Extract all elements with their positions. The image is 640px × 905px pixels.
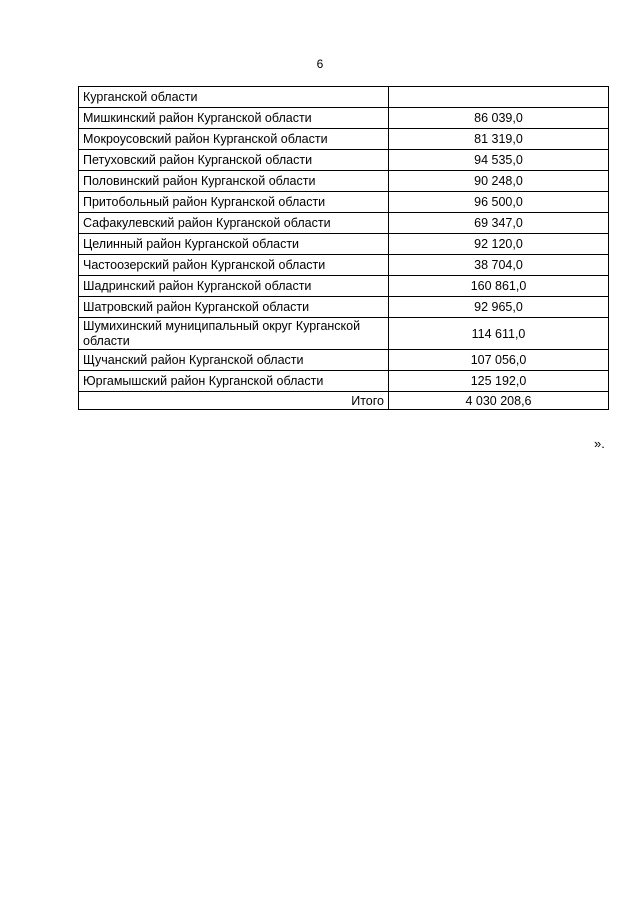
district-name-cell: Притобольный район Курганской области (79, 192, 389, 213)
table-row (79, 318, 609, 350)
amount-cell: 107 056,0 (389, 350, 609, 371)
district-name-cell: Целинный район Курганской области (79, 234, 389, 255)
district-name-cell: Частоозерский район Курганской области (79, 255, 389, 276)
district-name-cell: Юргамышский район Курганской области (79, 371, 389, 392)
amount-cell: 86 039,0 (389, 108, 609, 129)
district-name-cell: Щучанский район Курганской области (79, 350, 389, 371)
amount-cell: 38 704,0 (389, 255, 609, 276)
table-row (79, 234, 609, 255)
amount-cell: 160 861,0 (389, 276, 609, 297)
allocation-table (78, 86, 609, 410)
district-name-cell: Шумихинский муниципальный округ Курганской области (79, 318, 389, 350)
table-row (79, 213, 609, 234)
table-row (79, 255, 609, 276)
page-number: 6 (316, 57, 324, 71)
district-name-cell: Шадринский район Курганской области (79, 276, 389, 297)
table-row (79, 192, 609, 213)
closing-quote-mark: ». (594, 436, 605, 451)
district-name-cell: Мокроусовский район Курганской области (79, 129, 389, 150)
amount-cell: 81 319,0 (389, 129, 609, 150)
district-name-cell: Шатровский район Курганской области (79, 297, 389, 318)
table-row (79, 150, 609, 171)
amount-cell: 69 347,0 (389, 213, 609, 234)
district-name-cell: Курганской области (79, 87, 389, 108)
table-row (79, 171, 609, 192)
total-row (79, 392, 609, 410)
table-row (79, 350, 609, 371)
table-row (79, 108, 609, 129)
district-name-cell: Мишкинский район Курганской области (79, 108, 389, 129)
total-label: Итого (79, 392, 389, 410)
total-value: 4 030 208,6 (389, 392, 609, 410)
district-name-cell: Сафакулевский район Курганской области (79, 213, 389, 234)
table-body (79, 87, 609, 392)
table-row (79, 297, 609, 318)
table-row (79, 129, 609, 150)
district-name-cell: Половинский район Курганской области (79, 171, 389, 192)
district-name-cell: Петуховский район Курганской области (79, 150, 389, 171)
amount-cell: 94 535,0 (389, 150, 609, 171)
table-row (79, 276, 609, 297)
amount-cell (389, 87, 609, 108)
amount-cell: 92 965,0 (389, 297, 609, 318)
amount-cell: 96 500,0 (389, 192, 609, 213)
amount-cell: 92 120,0 (389, 234, 609, 255)
table-row (79, 371, 609, 392)
amount-cell: 114 611,0 (389, 318, 609, 350)
table-row (79, 87, 609, 108)
amount-cell: 90 248,0 (389, 171, 609, 192)
amount-cell: 125 192,0 (389, 371, 609, 392)
